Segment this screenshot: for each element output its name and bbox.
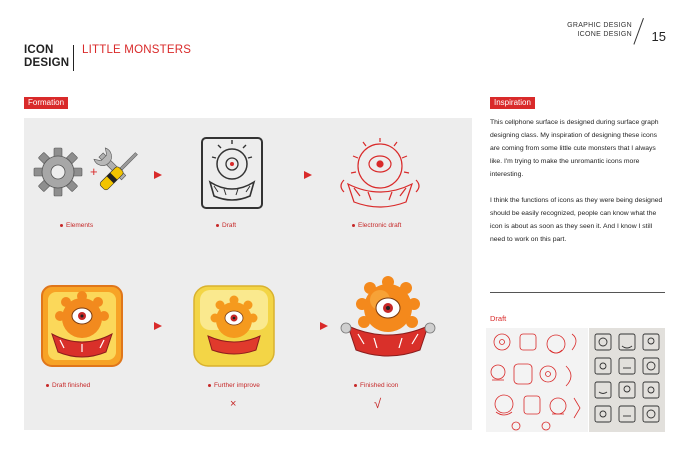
finished-icon-illustration [334, 268, 454, 388]
category-divider [633, 18, 644, 45]
draft-sketch-pencil [589, 328, 665, 432]
monster-sketch-icon [192, 134, 272, 216]
draft-sketch-red [486, 328, 588, 432]
monster-flat-icon [38, 282, 128, 372]
caption-electronic-draft: Electronic draft [352, 222, 401, 229]
tools-icon [93, 147, 140, 191]
inspiration-text [490, 116, 665, 259]
draft-label: Draft [490, 314, 507, 323]
inspiration-paragraph-1: This cellphone surface is designed during surface graph designing class. My inspiration of designing these icons are coming from some little cute monsters that I always like. I'm trying to make the unromantic icons more interesting. [490, 119, 659, 178]
title-main: ICON DESIGN [24, 44, 70, 69]
category-label: GRAPHIC DESIGN ICONE DESIGN [567, 22, 632, 38]
inspiration-paragraph-2: I think the functions of icons as they were being designed should be easily recognized, people can know what the icon is about as soon as they seen it. And I know I still need to work on this part. [490, 197, 663, 243]
page-number: 15 [651, 29, 666, 44]
plus-sign: + [90, 164, 98, 179]
step-arrow [320, 322, 328, 330]
monster-glossy-icon [190, 282, 280, 372]
rejected-mark: × [230, 398, 237, 410]
electronic-draft-illustration [332, 134, 452, 254]
inspiration-tag: Inspiration [490, 97, 535, 109]
monster-final-icon [334, 268, 444, 368]
approved-mark: √ [374, 396, 382, 411]
elements-illustration [32, 136, 152, 256]
gear-icon [32, 136, 152, 206]
monster-outline-icon [332, 134, 432, 216]
formation-panel [24, 118, 472, 430]
caption-draft: Draft [216, 222, 236, 229]
caption-further-improve: Further improve [208, 382, 260, 389]
caption-finished-icon: Finished icon [354, 382, 398, 389]
title-divider [73, 45, 74, 71]
formation-tag: Formation [24, 97, 68, 109]
section-divider [490, 292, 665, 293]
page-category [528, 18, 668, 52]
caption-draft-finished: Draft finished [46, 382, 90, 389]
title-sub: LITTLE MONSTERS [82, 44, 192, 56]
draft-illustration [192, 134, 312, 254]
step-arrow [154, 171, 162, 179]
step-arrow [304, 171, 312, 179]
step-arrow [154, 322, 162, 330]
caption-elements: Elements [60, 222, 93, 229]
